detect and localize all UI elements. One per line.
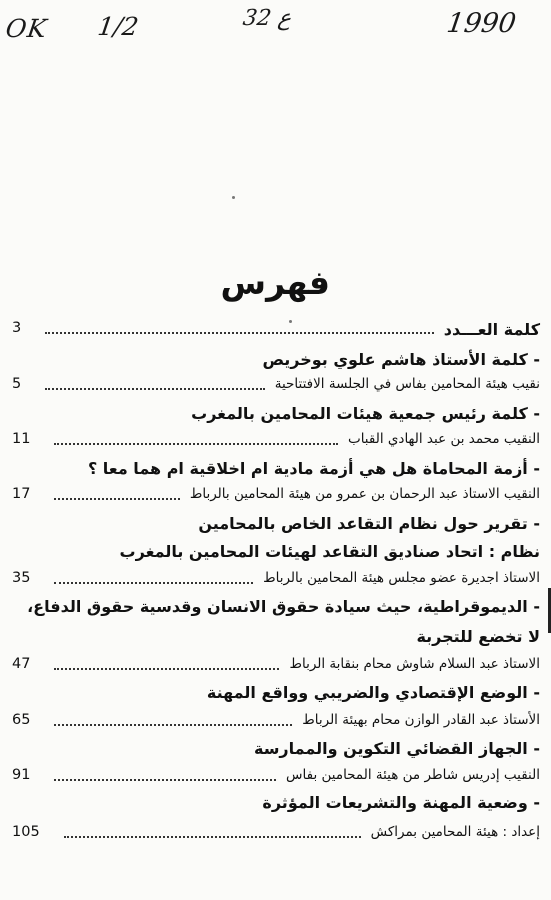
toc-author-row [12,486,540,512]
toc-leader-dots [54,724,292,726]
toc-heading-row [12,683,540,709]
toc-leader-dots [54,779,276,781]
toc-heading-row [12,350,540,376]
toc-leader-dots [54,582,253,584]
toc-heading-text: - الديموقراطية، حيث سيادة حقوق الانسان وقدسية حقوق الدفاع، [27,597,540,616]
handwritten-ok-note: OK [3,14,50,43]
toc-author-row [12,570,540,596]
handwritten-fraction-note: 1/2 [95,12,141,41]
toc-heading-row [12,514,540,540]
toc-author-text: النقيب محمد بن عبد الهادي القباب [347,431,540,447]
toc-leader-dots [54,498,179,500]
toc-page-number: 3 [12,320,22,336]
toc-author-text: الأستاذ عبد القادر الوازن محام بهيئة الرباط [302,712,540,728]
toc-heading-text: - الوضع الإقتصادي والضريبي وواقع المهنة [206,683,540,702]
toc-author-row [12,712,540,738]
toc-heading-text: - كلمة رئيس جمعية هيئات المحامين بالمغرب [191,404,540,423]
toc-leader-dots [45,388,264,390]
toc-author-text: إعداد : هيئة المحامين بمراكش [370,824,540,840]
toc-heading-row [12,459,540,485]
toc-page-number: 105 [12,824,40,840]
toc-author-row [12,431,540,457]
toc-page-number: 47 [12,656,31,672]
toc-heading-text: كلمة العـــدد [443,320,540,339]
toc-author-row [12,656,540,682]
toc-heading-text: - الجهاز القضائي التكوين والممارسة [253,739,540,758]
toc-leader-dots [54,443,338,445]
toc-heading-text: نظام : اتحاد صناديق التقاعد لهيئات المحامين بالمغرب [119,542,540,561]
toc-author-row [12,376,540,402]
toc-author-text: نقيب هيئة المحامين بفاس في الجلسة الافتتاحية [274,376,540,392]
toc-page-number: 11 [12,431,31,447]
toc-heading-text: - وضعية المهنة والتشريعات المؤثرة [262,793,540,812]
toc-leader-dots [64,836,361,838]
toc-heading-row [12,404,540,430]
toc-heading-row [12,627,540,653]
toc-page-number: 91 [12,767,31,783]
handwritten-year-note: 1990 [444,8,518,39]
toc-heading-text: - كلمة الأستاذ هاشم علوي بوخريص [262,350,540,369]
toc-heading-row [12,320,540,346]
toc-heading-text: - أزمة المحاماة هل هي أزمة مادية ام اخلاقية ام هما معا ؟ [87,459,540,478]
toc-author-text: النقيب إدريس شاطر من هيئة المحامين بفاس [286,767,540,783]
toc-leader-dots [45,332,434,334]
toc-author-row [12,767,540,793]
toc-heading-text: لا تخضع للتجربة [416,627,540,646]
toc-page-number: 65 [12,712,31,728]
toc-leader-dots [54,668,279,670]
scan-speck [232,196,235,199]
toc-heading-row [12,739,540,765]
toc-page-number: 17 [12,486,31,502]
toc-heading-row [12,597,540,623]
toc-author-text: الاستاذ عبد السلام شاوش محام بنقابة الرباط [289,656,540,672]
toc-page-number: 35 [12,570,31,586]
toc-author-text: النقيب الاستاذ عبد الرحمان بن عمرو من هيئة المحامين بالرباط [189,486,540,502]
page-title: فهرس [220,263,330,302]
toc-heading-text: - تقرير حول نظام التقاعد الخاص بالمحامين [198,514,540,533]
toc-author-text: الاستاذ اجديرة عضو مجلس هيئة المحامين بالرباط [263,570,540,586]
toc-heading-row [12,793,540,819]
handwritten-number-note: 32 ع [241,6,293,31]
toc-heading-row [12,542,540,568]
toc-author-row [12,824,540,850]
toc-page-number: 5 [12,376,22,392]
